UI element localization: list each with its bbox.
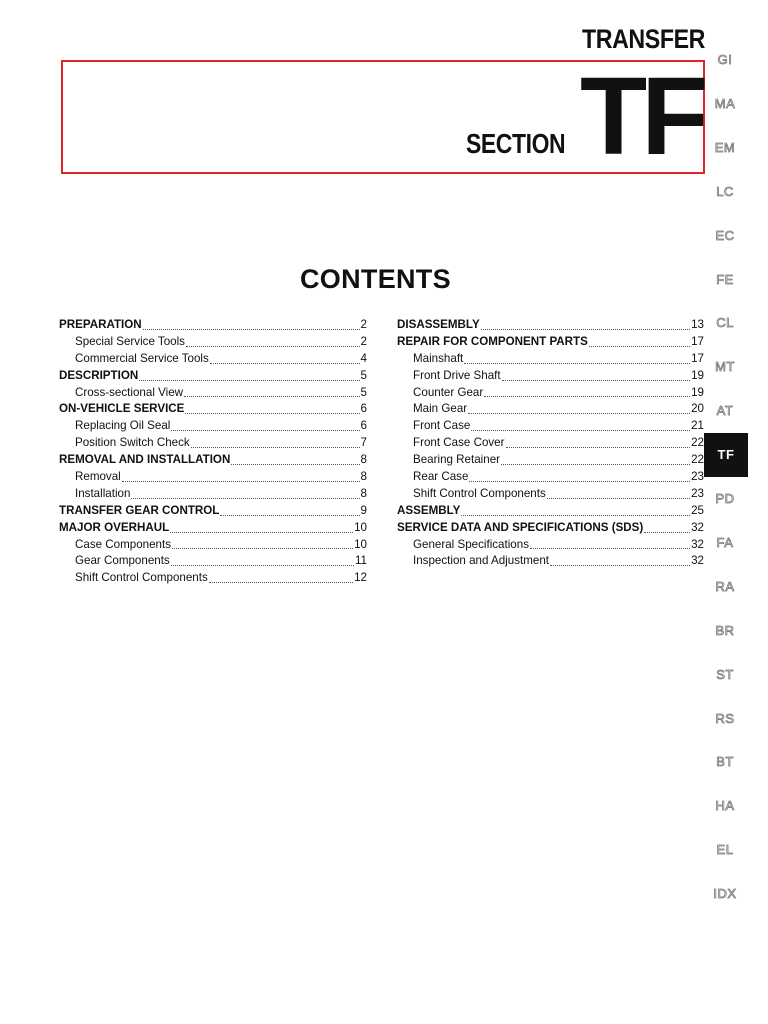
toc-entry[interactable] [397,334,704,351]
toc-entry-page: 22 [691,436,704,450]
toc-dot-leader [185,413,359,414]
toc-dot-leader [530,548,690,549]
toc-dot-leader [461,515,690,516]
toc-entry-page: 25 [691,503,704,517]
toc-entry-label: Front Case Cover [413,436,505,450]
toc-dot-leader [468,413,690,414]
toc-dot-leader [139,380,359,381]
toc-entry-page: 32 [691,554,704,568]
toc-entry[interactable] [59,418,367,435]
toc-right-column [397,317,704,570]
toc-entry-label: REMOVAL AND INSTALLATION [59,453,231,467]
section-tab-pd[interactable]: PD [715,491,735,506]
toc-entry-page: 8 [360,453,367,467]
toc-entry-label: DISASSEMBLY [397,318,480,331]
toc-dot-leader [172,548,353,549]
toc-entry[interactable] [397,452,704,469]
toc-entry-label: DESCRIPTION [59,368,139,382]
chapter-title: TRANSFER [582,24,705,54]
toc-entry-page: 12 [354,571,367,585]
toc-entry[interactable] [397,385,704,402]
toc-entry-label: Front Case [413,419,471,433]
toc-entry-label: Cross-sectional View [75,385,184,399]
toc-dot-leader [464,363,690,364]
toc-entry-label: ON-VEHICLE SERVICE [59,402,185,416]
toc-dot-leader [589,346,690,347]
toc-dot-leader [143,329,360,330]
toc-entry[interactable] [59,368,367,385]
section-tab-lc[interactable]: LC [716,183,734,199]
toc-dot-leader [171,565,354,566]
toc-entry[interactable] [59,503,367,520]
toc-entry-label: Mainshaft [413,351,464,365]
toc-dot-leader [231,464,359,465]
toc-entry-page: 13 [691,318,704,331]
toc-entry[interactable] [59,520,367,537]
toc-dot-leader [210,363,360,364]
toc-dot-leader [550,565,690,566]
toc-entry[interactable] [59,334,367,351]
toc-entry-page: 19 [691,385,704,399]
toc-entry-page: 5 [360,385,367,399]
toc-entry[interactable] [59,469,367,486]
toc-dot-leader [171,430,359,431]
toc-entry-label: Front Drive Shaft [413,368,501,382]
toc-entry-label: Shift Control Components [413,486,546,500]
toc-left-column [59,317,367,587]
toc-entry-label: Installation [75,486,131,500]
toc-dot-leader [506,447,691,448]
toc-dot-leader [186,346,360,347]
toc-entry-label: TRANSFER GEAR CONTROL [59,503,220,517]
toc-entry-page: 17 [691,351,704,365]
section-tab-bt[interactable]: BT [716,754,734,770]
toc-entry[interactable] [59,385,367,402]
toc-entry-label: MAJOR OVERHAUL [59,520,170,534]
toc-entry-page: 32 [691,520,704,534]
toc-entry-label: Position Switch Check [75,436,190,450]
toc-dot-leader [481,329,690,330]
section-tab-idx[interactable]: IDX [713,886,737,902]
toc-entry[interactable] [59,553,367,570]
toc-dot-leader [484,396,690,397]
toc-entry-page: 23 [691,486,704,500]
toc-entry-label: ASSEMBLY [397,503,461,517]
section-tab-tf[interactable]: TF [704,433,748,477]
toc-entry[interactable] [397,418,704,435]
toc-dot-leader [547,498,690,499]
toc-entry-page: 19 [691,368,704,382]
toc-entry[interactable] [397,486,704,503]
section-code: TF [580,55,703,178]
section-tab-fe[interactable]: FE [716,271,734,287]
toc-entry-page: 22 [691,453,704,467]
toc-entry-label: Shift Control Components [75,571,208,585]
toc-entry[interactable] [397,469,704,486]
section-tab-fa[interactable]: FA [716,534,734,550]
section-tab-gi[interactable]: GI [717,52,733,67]
section-tab-ma[interactable]: MA [714,95,736,111]
section-tab-el[interactable]: EL [716,842,734,858]
toc-entry-label: Counter Gear [413,385,484,399]
toc-entry[interactable] [397,351,704,368]
toc-entry-page: 4 [360,351,367,365]
toc-entry-label: Removal [75,470,121,484]
toc-entry-page: 7 [360,436,367,450]
contents-heading: CONTENTS [300,264,451,294]
section-label: SECTION [466,128,566,159]
toc-entry-label: Main Gear [413,402,468,416]
toc-dot-leader [131,498,359,499]
toc-entry-page: 17 [691,334,704,348]
toc-entry-page: 6 [360,402,367,416]
section-tab-ec[interactable]: EC [715,227,735,243]
toc-entry-page: 21 [691,419,704,433]
toc-entry[interactable] [397,553,704,570]
toc-dot-leader [644,532,690,533]
toc-entry[interactable] [59,351,367,368]
toc-entry-page: 2 [360,334,367,348]
toc-entry-label: Inspection and Adjustment [413,554,549,568]
toc-dot-leader [209,582,353,583]
toc-entry-label: General Specifications [413,537,529,551]
section-tab-st[interactable]: ST [716,666,734,682]
toc-entry[interactable] [397,435,704,452]
section-tab-ra[interactable]: RA [715,578,735,594]
toc-entry-page: 9 [360,503,367,517]
toc-dot-leader [502,380,690,381]
toc-entry-label: PREPARATION [59,318,142,331]
toc-entry-page: 32 [691,537,704,551]
toc-dot-leader [471,430,690,431]
toc-entry-page: 8 [360,486,367,500]
toc-entry[interactable] [397,520,704,537]
toc-entry-label: Gear Components [75,554,170,568]
toc-entry[interactable] [59,537,367,554]
toc-entry[interactable] [59,317,367,334]
section-tab-em[interactable]: EM [714,139,736,155]
section-tab-cl[interactable]: CL [716,315,734,331]
toc-entry-page: 8 [360,470,367,484]
toc-entry[interactable] [59,435,367,452]
toc-entry[interactable] [59,401,367,418]
toc-entry[interactable] [397,317,704,334]
toc-entry-page: 10 [354,537,367,551]
toc-dot-leader [191,447,360,448]
toc-entry-label: Special Service Tools [75,334,185,348]
toc-entry-page: 11 [354,554,367,568]
toc-entry-label: Commercial Service Tools [75,351,209,365]
toc-entry-page: 10 [354,520,367,534]
toc-entry-page: 5 [360,368,367,382]
toc-entry-label: Bearing Retainer [413,453,501,467]
toc-dot-leader [170,532,353,533]
toc-dot-leader [501,464,690,465]
toc-entry[interactable] [397,401,704,418]
section-tab-at[interactable]: AT [716,403,734,419]
toc-entry-page: 6 [360,419,367,433]
section-tab-mt[interactable]: MT [715,359,735,375]
toc-entry-label: Rear Case [413,470,469,484]
toc-dot-leader [122,481,360,482]
toc-dot-leader [220,515,359,516]
toc-entry[interactable] [397,368,704,385]
toc-entry[interactable] [59,486,367,503]
toc-dot-leader [184,396,360,397]
toc-entry-label: SERVICE DATA AND SPECIFICATIONS (SDS) [397,520,644,534]
section-tab-br[interactable]: BR [715,622,735,638]
toc-entry-page: 23 [691,470,704,484]
toc-entry-page: 2 [360,318,367,331]
toc-entry-label: REPAIR FOR COMPONENT PARTS [397,334,588,348]
toc-entry[interactable] [59,570,367,587]
section-tab-ha[interactable]: HA [715,798,735,814]
toc-entry[interactable] [397,503,704,520]
section-tab-rs[interactable]: RS [715,710,735,726]
toc-entry-label: Case Components [75,537,172,551]
toc-entry[interactable] [397,537,704,554]
toc-entry-label: Replacing Oil Seal [75,419,171,433]
toc-entry-page: 20 [691,402,704,416]
toc-entry[interactable] [59,452,367,469]
toc-dot-leader [469,481,690,482]
